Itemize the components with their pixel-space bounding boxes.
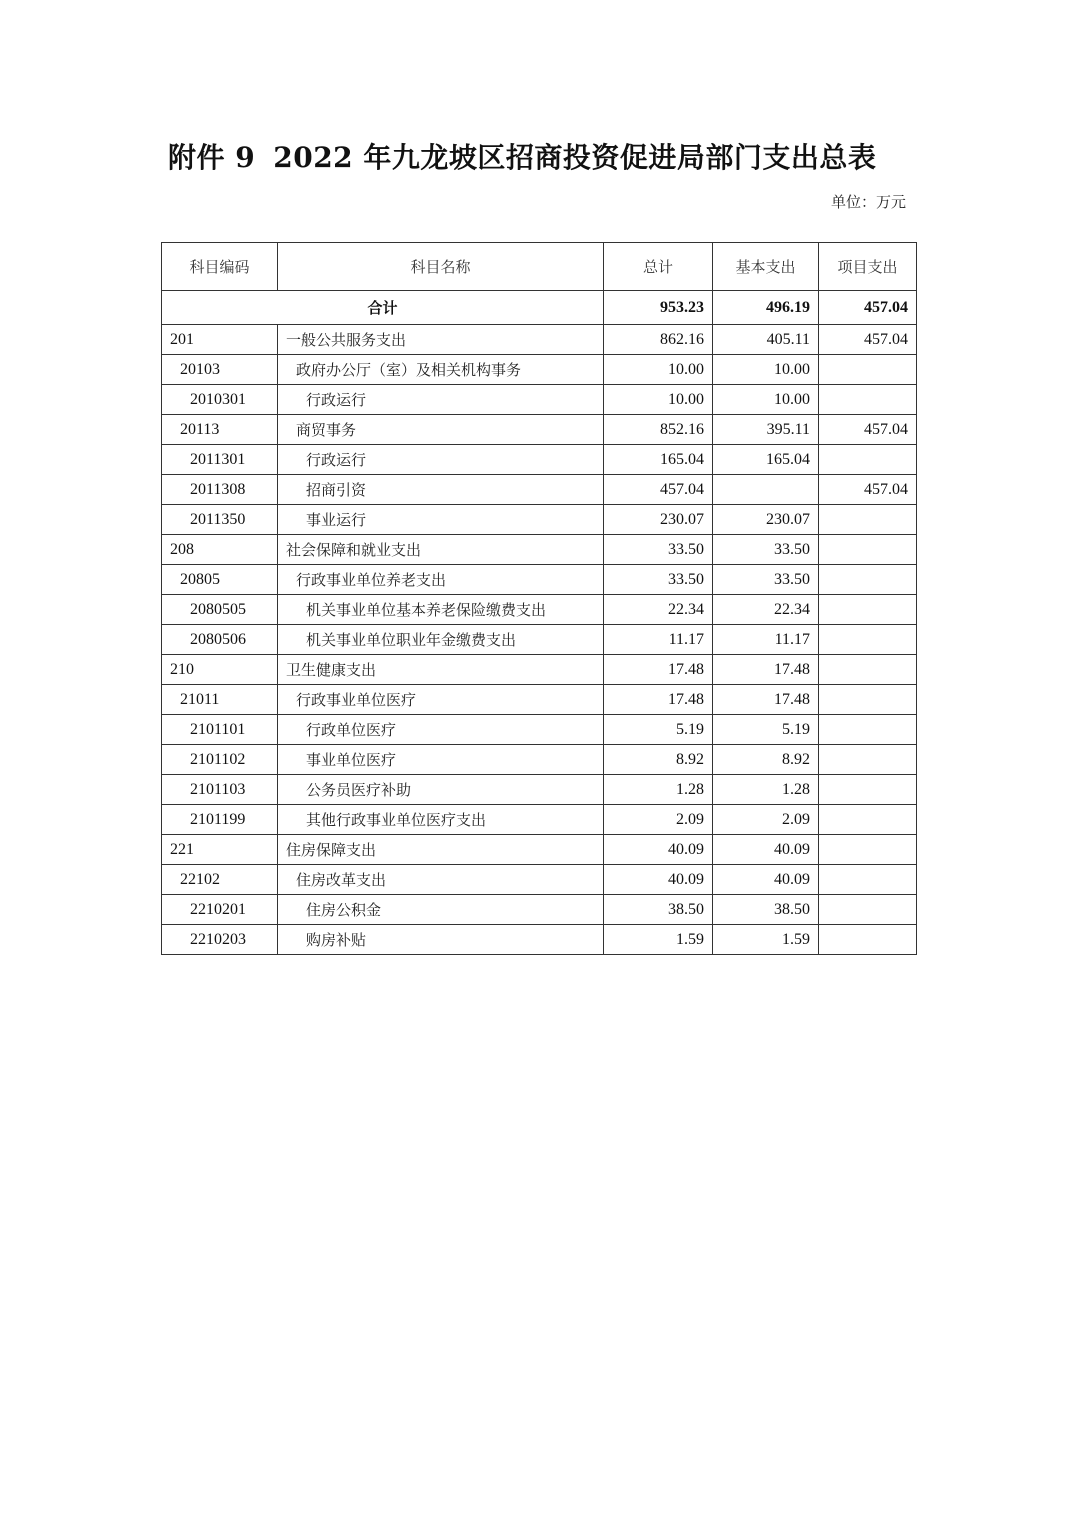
row-total: 33.50	[604, 565, 713, 595]
row-project: 457.04	[819, 325, 917, 355]
row-code: 2080506	[162, 625, 278, 655]
row-code: 2101101	[162, 715, 278, 745]
row-project	[819, 805, 917, 835]
row-total: 40.09	[604, 865, 713, 895]
row-code: 2210203	[162, 925, 278, 955]
title-text: 2022 年九龙坡区招商投资促进局部门支出总表	[273, 141, 877, 174]
row-basic: 33.50	[713, 565, 819, 595]
row-code: 2011350	[162, 505, 278, 535]
row-code: 2080505	[162, 595, 278, 625]
row-basic: 5.19	[713, 715, 819, 745]
row-name: 政府办公厅（室）及相关机构事务	[278, 355, 604, 385]
row-project	[819, 355, 917, 385]
row-code: 2010301	[162, 385, 278, 415]
row-total: 17.48	[604, 655, 713, 685]
table-body	[162, 291, 917, 955]
row-name: 招商引资	[278, 475, 604, 505]
row-total: 852.16	[604, 415, 713, 445]
row-total: 17.48	[604, 685, 713, 715]
total-row	[162, 291, 917, 325]
row-name: 行政事业单位医疗	[278, 685, 604, 715]
table-row	[162, 655, 917, 685]
row-name: 行政单位医疗	[278, 715, 604, 745]
row-basic: 1.59	[713, 925, 819, 955]
row-project	[819, 715, 917, 745]
row-code: 22102	[162, 865, 278, 895]
row-name: 行政事业单位养老支出	[278, 565, 604, 595]
header-name: 科目名称	[278, 243, 604, 291]
row-code: 2101102	[162, 745, 278, 775]
row-project	[819, 925, 917, 955]
row-project	[819, 745, 917, 775]
row-project	[819, 385, 917, 415]
table-row	[162, 625, 917, 655]
row-project	[819, 685, 917, 715]
row-code: 2011308	[162, 475, 278, 505]
table-row	[162, 325, 917, 355]
table-row	[162, 535, 917, 565]
row-project	[819, 655, 917, 685]
table-row	[162, 775, 917, 805]
row-name: 行政运行	[278, 385, 604, 415]
row-basic: 11.17	[713, 625, 819, 655]
row-name: 行政运行	[278, 445, 604, 475]
row-total: 862.16	[604, 325, 713, 355]
row-basic: 405.11	[713, 325, 819, 355]
header-code: 科目编码	[162, 243, 278, 291]
row-basic: 40.09	[713, 835, 819, 865]
row-total: 38.50	[604, 895, 713, 925]
table-row	[162, 355, 917, 385]
row-total: 10.00	[604, 385, 713, 415]
row-project	[819, 775, 917, 805]
header-basic: 基本支出	[713, 243, 819, 291]
row-code: 2210201	[162, 895, 278, 925]
row-total: 230.07	[604, 505, 713, 535]
title-prefix: 附件 9	[168, 141, 256, 174]
row-project	[819, 505, 917, 535]
row-total: 5.19	[604, 715, 713, 745]
row-project	[819, 595, 917, 625]
row-project	[819, 865, 917, 895]
row-total: 11.17	[604, 625, 713, 655]
table-row	[162, 895, 917, 925]
row-code: 2011301	[162, 445, 278, 475]
header-total: 总计	[604, 243, 713, 291]
row-project	[819, 565, 917, 595]
total-label: 合计	[162, 291, 604, 325]
row-name: 购房补贴	[278, 925, 604, 955]
row-total: 8.92	[604, 745, 713, 775]
row-code: 208	[162, 535, 278, 565]
row-project	[819, 535, 917, 565]
row-name: 卫生健康支出	[278, 655, 604, 685]
table-row	[162, 715, 917, 745]
row-total: 1.59	[604, 925, 713, 955]
table-row	[162, 595, 917, 625]
row-name: 住房公积金	[278, 895, 604, 925]
row-project: 457.04	[819, 415, 917, 445]
row-basic: 33.50	[713, 535, 819, 565]
table-row	[162, 865, 917, 895]
row-total: 1.28	[604, 775, 713, 805]
row-code: 21011	[162, 685, 278, 715]
row-code: 20103	[162, 355, 278, 385]
row-project	[819, 835, 917, 865]
row-basic: 165.04	[713, 445, 819, 475]
row-total: 33.50	[604, 535, 713, 565]
row-name: 事业单位医疗	[278, 745, 604, 775]
table-row	[162, 805, 917, 835]
row-name: 一般公共服务支出	[278, 325, 604, 355]
row-code: 20113	[162, 415, 278, 445]
row-basic: 10.00	[713, 355, 819, 385]
expenditure-table	[161, 242, 917, 955]
row-name: 公务员医疗补助	[278, 775, 604, 805]
row-basic: 2.09	[713, 805, 819, 835]
row-basic: 22.34	[713, 595, 819, 625]
row-project: 457.04	[819, 475, 917, 505]
row-code: 2101103	[162, 775, 278, 805]
table-row	[162, 835, 917, 865]
row-basic: 10.00	[713, 385, 819, 415]
row-name: 住房保障支出	[278, 835, 604, 865]
table-row	[162, 685, 917, 715]
row-basic: 1.28	[713, 775, 819, 805]
table-row	[162, 475, 917, 505]
row-name: 机关事业单位基本养老保险缴费支出	[278, 595, 604, 625]
row-total: 165.04	[604, 445, 713, 475]
row-basic: 40.09	[713, 865, 819, 895]
row-name: 社会保障和就业支出	[278, 535, 604, 565]
row-code: 201	[162, 325, 278, 355]
header-project: 项目支出	[819, 243, 917, 291]
table-row	[162, 445, 917, 475]
row-name: 机关事业单位职业年金缴费支出	[278, 625, 604, 655]
row-total: 10.00	[604, 355, 713, 385]
row-code: 20805	[162, 565, 278, 595]
row-basic: 230.07	[713, 505, 819, 535]
row-name: 住房改革支出	[278, 865, 604, 895]
table-row	[162, 745, 917, 775]
row-basic: 395.11	[713, 415, 819, 445]
page-title	[168, 136, 876, 176]
unit-label: 单位：万元	[830, 193, 906, 211]
table-row	[162, 415, 917, 445]
row-code: 221	[162, 835, 278, 865]
row-basic: 38.50	[713, 895, 819, 925]
row-project	[819, 445, 917, 475]
row-total: 22.34	[604, 595, 713, 625]
row-name: 商贸事务	[278, 415, 604, 445]
row-code: 210	[162, 655, 278, 685]
row-basic	[713, 475, 819, 505]
row-basic: 17.48	[713, 685, 819, 715]
total-project: 457.04	[819, 291, 917, 325]
row-name: 其他行政事业单位医疗支出	[278, 805, 604, 835]
row-total: 40.09	[604, 835, 713, 865]
table-row	[162, 925, 917, 955]
table-row	[162, 565, 917, 595]
row-basic: 8.92	[713, 745, 819, 775]
row-project	[819, 895, 917, 925]
total-total: 953.23	[604, 291, 713, 325]
row-total: 2.09	[604, 805, 713, 835]
row-code: 2101199	[162, 805, 278, 835]
row-total: 457.04	[604, 475, 713, 505]
row-name: 事业运行	[278, 505, 604, 535]
table-row	[162, 505, 917, 535]
table-header-row	[162, 243, 917, 291]
total-basic: 496.19	[713, 291, 819, 325]
row-basic: 17.48	[713, 655, 819, 685]
table-row	[162, 385, 917, 415]
row-project	[819, 625, 917, 655]
